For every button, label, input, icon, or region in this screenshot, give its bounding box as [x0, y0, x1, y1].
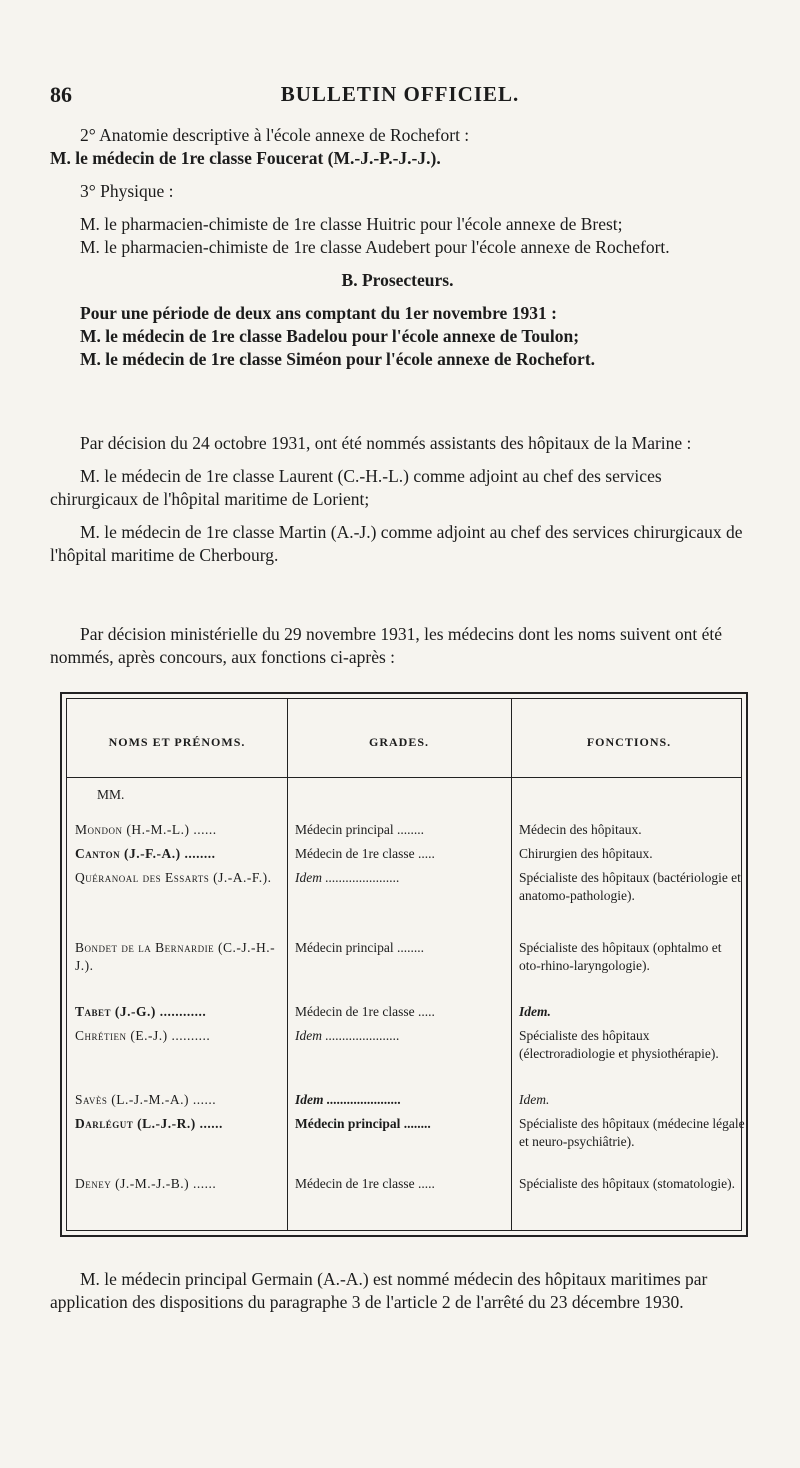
row-fonction: Spécialiste des hôpitaux (médecine légale et neuro-psychiâtrie).: [519, 1116, 745, 1149]
prosecteurs-heading: B. Prosecteurs.: [341, 270, 454, 290]
table-prefix: MM.: [97, 787, 125, 802]
row-name: Chrétien (E.-J.) ..........: [75, 1028, 211, 1043]
row-grade: Médecin principal ........: [295, 940, 424, 955]
anatomy-entry: M. le médecin de 1re classe Foucerat (M.-J.-P.-J.-J.).: [50, 148, 441, 168]
row-name: Mondon (H.-M.-L.) ......: [75, 822, 217, 837]
row-name: Darlégut (L.-J.-R.) ......: [75, 1116, 223, 1131]
row-fonction: Spécialiste des hôpitaux (bactériologie et anatomo-pathologie).: [519, 870, 741, 903]
prosecteurs-period: Pour une période de deux ans comptant du 1er novembre 1931 :: [80, 303, 557, 323]
decision-1-intro: Par décision du 24 octobre 1931, ont été nommés assistants des hôpitaux de la Marine :: [80, 433, 692, 453]
page-number: 86: [50, 82, 72, 107]
row-fonction: Spécialiste des hôpitaux (stomatologie).: [519, 1176, 735, 1191]
header-grades: GRADES.: [368, 735, 429, 749]
row-grade: Idem ......................: [295, 1092, 402, 1107]
prosecteurs-entry-2: M. le médecin de 1re classe Siméon pour l'école annexe de Rochefort.: [80, 349, 596, 369]
section-final: [50, 1268, 745, 1314]
appointments-table: [60, 692, 748, 1237]
row-fonction: Idem.: [519, 1004, 551, 1019]
row-fonction: Idem.: [519, 1092, 550, 1107]
row-fonction: Spécialiste des hôpitaux (électroradiologie et physiothérapie).: [519, 1028, 719, 1061]
row-grade: Idem ......................: [295, 870, 400, 885]
row-name: Canton (J.-F.-A.) ........: [75, 846, 216, 861]
decision-2-intro: Par décision ministérielle du 29 novembre 1931, les médecins dont les noms suivent ont été nommés, après concours, aux fonctions ci-après :: [50, 624, 723, 667]
section-assistants: [50, 432, 745, 567]
column-divider: [287, 699, 288, 1230]
decision-1-entry-2: M. le médecin de 1re classe Martin (A.-J.) comme adjoint au chef des services chirurgicaux de l'hôpital maritime de Cherbourg.: [50, 522, 743, 565]
row-grade: Médecin de 1re classe .....: [295, 846, 435, 861]
page-header: [0, 82, 800, 112]
physics-title: 3° Physique :: [80, 181, 174, 201]
row-grade: Médecin de 1re classe .....: [295, 1004, 435, 1019]
row-name: Tabet (J.-G.) ............: [75, 1004, 207, 1019]
row-name: Savès (L.-J.-M.-A.) ......: [75, 1092, 217, 1107]
row-grade: Médecin principal ........: [295, 1116, 431, 1131]
section-concours: [50, 623, 745, 669]
page-title: BULLETIN OFFICIEL.: [280, 82, 520, 106]
anatomy-title: 2° Anatomie descriptive à l'école annexe de Rochefort :: [80, 125, 470, 145]
header-divider: [67, 777, 741, 778]
table-inner-frame: [66, 698, 745, 1231]
column-divider: [511, 699, 512, 1230]
section-professors: [50, 124, 745, 371]
prosecteurs-entry-1: M. le médecin de 1re classe Badelou pour l'école annexe de Toulon;: [80, 326, 580, 346]
row-grade: Idem ......................: [295, 1028, 400, 1043]
row-name: Deney (J.-M.-J.-B.) ......: [75, 1176, 217, 1191]
row-name: Bondet de la Bernardie (C.-J.-H.-J.).: [75, 940, 276, 973]
row-fonction: Médecin des hôpitaux.: [519, 822, 642, 837]
row-grade: Médecin principal ........: [295, 822, 424, 837]
header-names: NOMS ET PRÉNOMS.: [108, 735, 246, 749]
decision-1-entry-1: M. le médecin de 1re classe Laurent (C.-H.-L.) comme adjoint au chef des services chirurgicaux de l'hôpital maritime de Lorient;: [50, 466, 662, 509]
physics-entry-2: M. le pharmacien-chimiste de 1re classe Audebert pour l'école annexe de Rochefort.: [80, 237, 670, 257]
header-fonctions: FONCTIONS.: [586, 735, 672, 749]
row-fonction: Chirurgien des hôpitaux.: [519, 846, 653, 861]
row-grade: Médecin de 1re classe .....: [295, 1176, 435, 1191]
row-name: Quéranoal des Essarts (J.-A.-F.).: [75, 870, 272, 885]
row-fonction: Spécialiste des hôpitaux (ophtalmo et oto-rhino-laryngologie).: [519, 940, 722, 973]
final-paragraph: M. le médecin principal Germain (A.-A.) est nommé médecin des hôpitaux maritimes par application des dispositions du paragraphe 3 de l'article 2 de l'arrêté du 23 décembre 1930.: [50, 1269, 708, 1312]
physics-entry-1: M. le pharmacien-chimiste de 1re classe Huitric pour l'école annexe de Brest;: [80, 214, 623, 234]
